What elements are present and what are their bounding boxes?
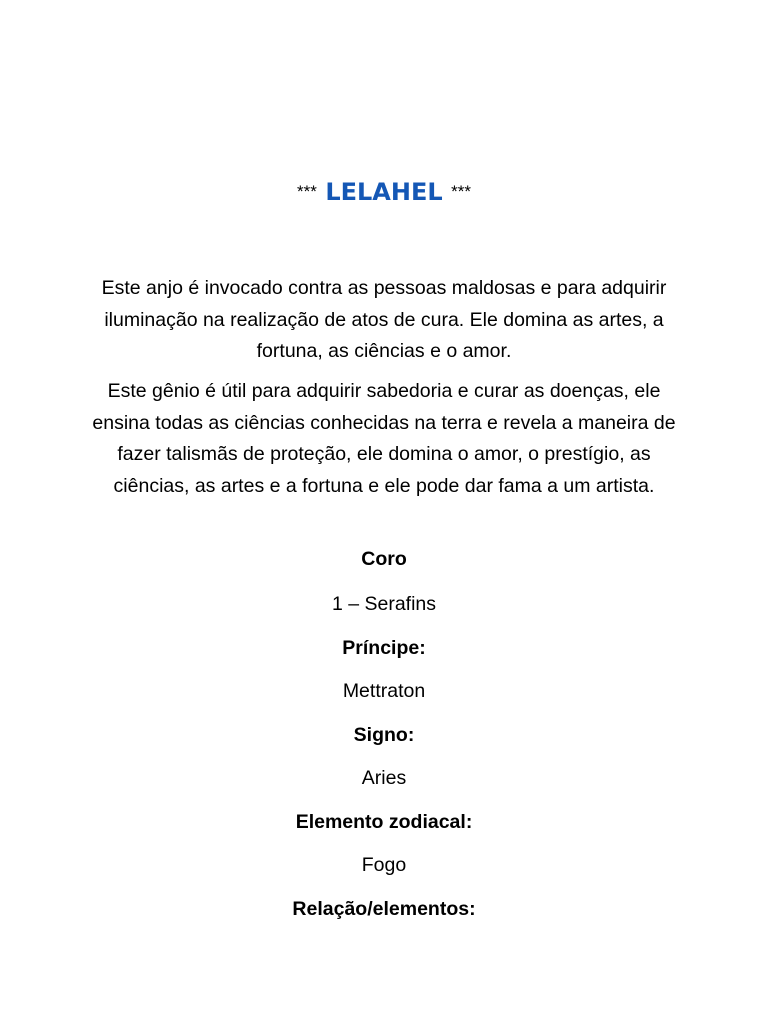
title-prefix-stars: *** — [297, 182, 317, 201]
elemento-zodiacal-label: Elemento zodiacal: — [295, 811, 473, 833]
description-paragraph-1: Este anjo é invocado contra as pessoas maldosas e para adquirir iluminação na realização de atos de cura. Ele domina as artes, a fortuna, as ciências e o amor. — [101, 277, 667, 362]
page-title — [0, 172, 768, 212]
coro-value: 1 – Serafins — [331, 593, 437, 615]
coro-label: Coro — [361, 548, 407, 570]
relacao-elementos-label: Relação/elementos: — [292, 898, 476, 920]
description-paragraph-2: Este gênio é útil para adquirir sabedoria e curar as doenças, ele ensina todas as ciências conhecidas na terra e revela a maneira de fazer talismãs de proteção, ele domina o amor, o prestígio, as ciências, as artes e a fortuna e ele pode dar fama a um artista. — [92, 380, 676, 497]
angel-name: LELAHEL — [325, 178, 443, 206]
principe-value: Mettraton — [342, 680, 426, 702]
signo-value: Aries — [361, 767, 407, 789]
principe-label: Príncipe: — [342, 637, 426, 659]
signo-label: Signo: — [353, 724, 415, 746]
elemento-zodiacal-value: Fogo — [361, 854, 407, 876]
title-suffix-stars: *** — [451, 182, 471, 201]
